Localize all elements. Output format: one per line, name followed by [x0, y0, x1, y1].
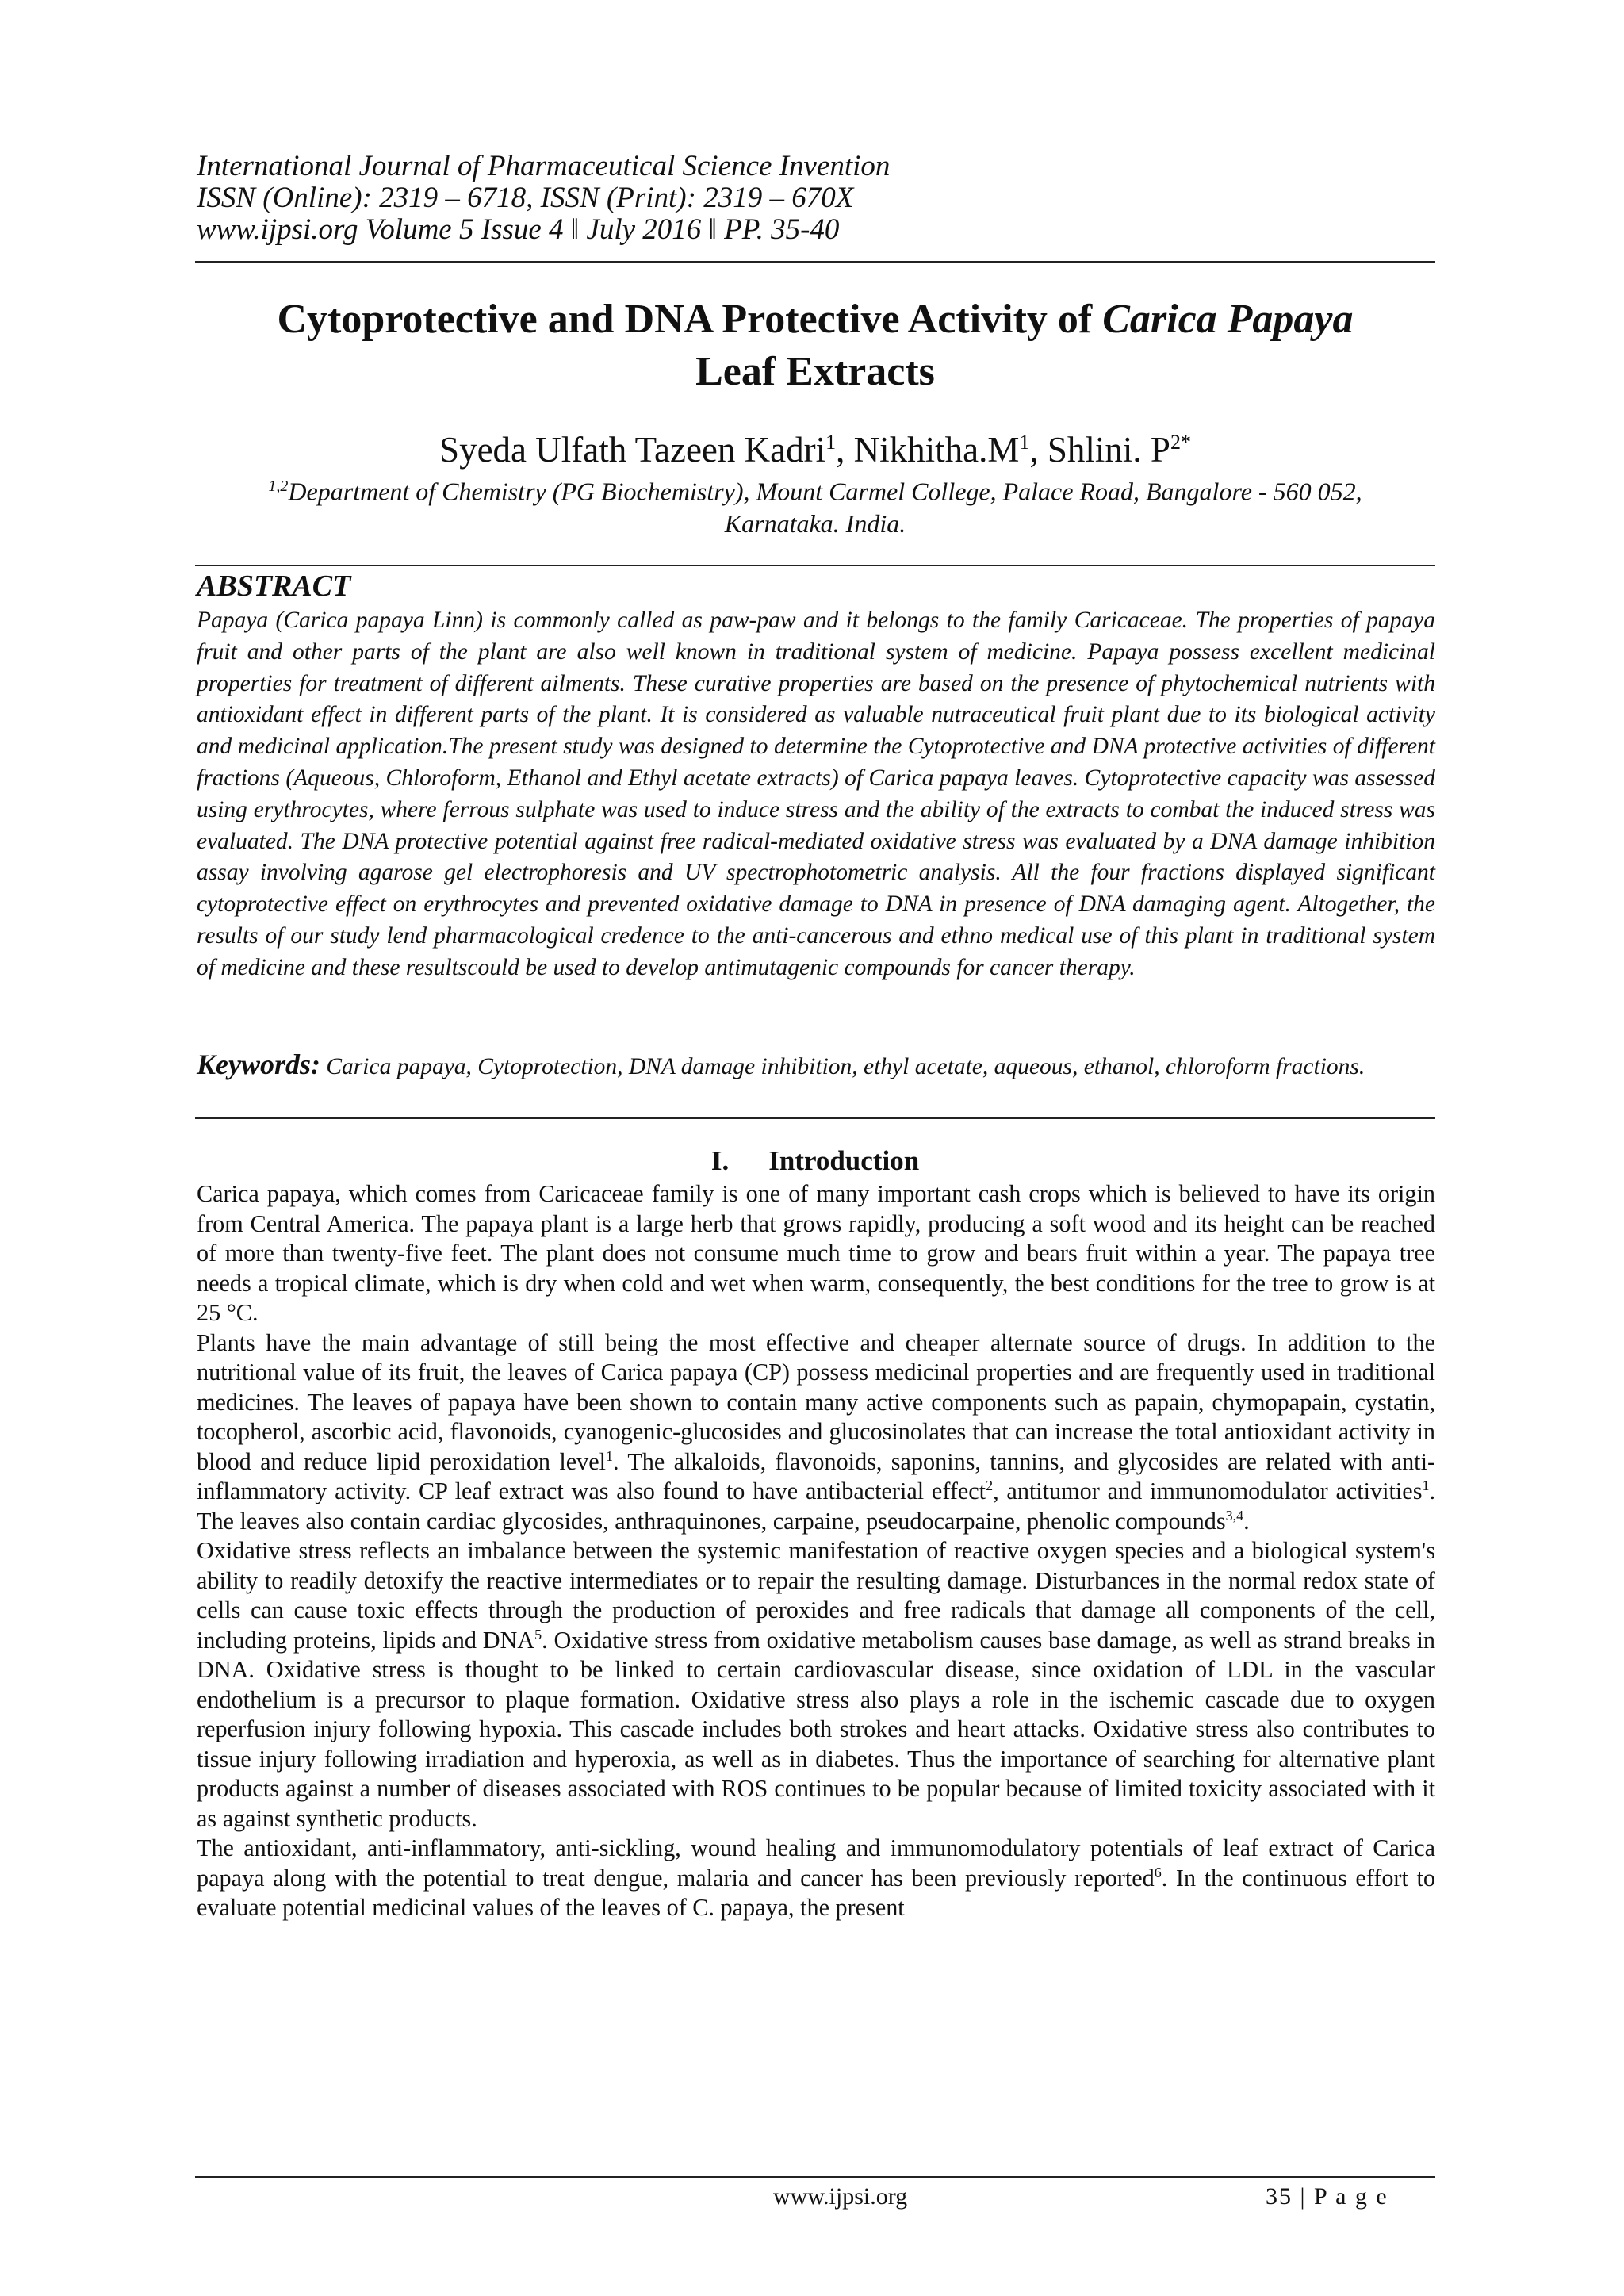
citation-marker: 1	[606, 1447, 614, 1464]
paragraph-text: Carica papaya, which comes from Caricaceae family is one of many important cash crops which is believed to have its origin from Central America. The papaya plant is a large herb that grows rapidly, producing a soft wood and its height can be reached of more than twenty-five feet. The plant does not consume much time to grow and bears fruit within a year. The papaya tree needs a tropical climate, which is dry when cold and wet when warm, consequently, the best conditions for the tree to grow is at 25 °C.	[197, 1180, 1435, 1326]
section-heading	[195, 1144, 1435, 1178]
abstract-top-rule	[195, 565, 1435, 566]
citation-marker: 2	[986, 1477, 994, 1493]
keywords	[197, 1049, 1435, 1083]
section-title: Introduction	[768, 1145, 920, 1176]
journal-name: International Journal of Pharmaceutical Science Invention	[197, 150, 891, 182]
title-part1: Cytoprotective and DNA Protective Activity of	[277, 297, 1103, 342]
paper-title	[195, 293, 1435, 398]
author-name: Syeda Ulfath Tazeen Kadri	[439, 430, 826, 470]
citation-marker: 1	[1422, 1477, 1430, 1493]
body-paragraph	[197, 1834, 1435, 1923]
footer-page-number: 35 | P a g e	[1266, 2183, 1388, 2210]
section-number: I.	[710, 1145, 730, 1176]
affiliation-line1: Department of Chemistry (PG Biochemistry), Mount Carmel College, Palace Road, Bangalore - 560 052,	[288, 477, 1362, 506]
citation-marker: 3,4	[1225, 1507, 1244, 1524]
paragraph-text: .	[1243, 1507, 1250, 1535]
paragraph-text: The antioxidant, anti-inflammatory, anti-sickling, wound healing and immunomodulatory potentials of leaf extract of Carica papaya along with the potential to treat dengue, malaria and cancer has been previously reported	[197, 1834, 1435, 1892]
affiliation	[195, 470, 1435, 539]
abstract-text: Papaya (Carica papaya Linn) is commonly called as paw-paw and it belongs to the family Caricaceae. The properties of papaya fruit and other parts of the plant are also well known in traditional system of medicine. Papaya possess excellent medicinal properties for treatment of different ailments. These curative properties are based on the presence of phytochemical nutrients with antioxidant effect in different parts of the plant. It is considered as valuable nutraceutical fruit plant due to its biological activity and medicinal application.The present study was designed to determine the Cytoprotective and DNA protective activities of different fractions (Aqueous, Chloroform, Ethanol and Ethyl acetate extracts) of Carica papaya leaves. Cytoprotective capacity was assessed using erythrocytes, where ferrous sulphate was used to induce stress and the ability of the extracts to combat the induced stress was evaluated. The DNA protective potential against free radical-mediated oxidative stress was evaluated by a DNA damage inhibition assay involving agarose gel electrophoresis and UV spectrophotometric analysis. All the four fractions displayed significant cytoprotective effect on erythrocytes and prevented oxidative damage to DNA in presence of DNA damaging agent. Altogether, the results of our study lend pharmacological credence to the anti-cancerous and ethno medical use of this plant in traditional system of medicine and these resultscould be used to develop antimutagenic compounds for cancer therapy.	[197, 608, 1435, 980]
author-affiliation-mark: 1	[1019, 431, 1030, 454]
author-affiliation-mark: 1	[825, 431, 837, 454]
author-list	[195, 420, 1435, 472]
abstract-bottom-rule	[195, 1117, 1435, 1119]
paragraph-text: , antitumor and immunomodulator activities	[993, 1478, 1423, 1504]
body-paragraph	[197, 1179, 1435, 1328]
citation-marker: 5	[534, 1626, 542, 1642]
author-affiliation-mark: 2*	[1170, 431, 1191, 454]
author-name: Nikhitha.M	[853, 430, 1020, 470]
footer-rule	[195, 2176, 1435, 2178]
abstract-heading: ABSTRACT	[197, 569, 351, 603]
citation-marker: 6	[1154, 1864, 1162, 1880]
introduction-body	[197, 1179, 1435, 1923]
body-paragraph	[197, 1328, 1435, 1537]
title-line2: Leaf Extracts	[695, 349, 935, 394]
keywords-text: Carica papaya, Cytoprotection, DNA damage inhibition, ethyl acetate, aqueous, ethanol, chloroform fractions.	[320, 1054, 1365, 1079]
body-paragraph	[197, 1536, 1435, 1834]
affiliation-mark: 1,2	[268, 477, 289, 495]
paragraph-text: . The leaves also contain cardiac glycosides, anthraquinones, carpaine, pseudocarpaine, phenolic compounds	[197, 1478, 1435, 1535]
header-rule	[195, 261, 1435, 263]
author-name: Shlini. P	[1047, 430, 1170, 470]
paragraph-text: Plants have the main advantage of still being the most effective and cheaper alternate source of drugs. In addition to the nutritional value of its fruit, the leaves of Carica papaya (CP) possess medicinal properties and are frequently used in traditional medicines. The leaves of papaya have been shown to contain many active components such as papain, chymopapain, cystatin, tocopherol, ascorbic acid, flavonoids, cyanogenic-glucosides and glucosinolates that can increase the total antioxidant activity in blood and reduce lipid peroxidation level	[197, 1328, 1435, 1475]
journal-volume: www.ijpsi.org Volume 5 Issue 4 ǁ July 2016 ǁ PP. 35-40	[197, 213, 840, 246]
paragraph-text: . Oxidative stress from oxidative metabolism causes base damage, as well as strand breaks in DNA. Oxidative stress is thought to be linked to certain cardiovascular disease, since oxidation of LDL in the vascular endothelium is a precursor to plaque formation. Oxidative stress also plays a role in the ischemic cascade due to oxygen reperfusion injury following hypoxia. This cascade includes both strokes and heart attacks. Oxidative stress also contributes to tissue injury following irradiation and hyperoxia, as well as in diabetes. Thus the importance of searching for alternative plant products against a number of diseases associated with ROS continues to be popular because of limited toxicity associated with it as against synthetic products.	[197, 1626, 1435, 1832]
paragraph-text: . In the continuous effort to evaluate potential medicinal values of the leaves of C. papaya, the present	[197, 1864, 1435, 1921]
journal-header	[197, 151, 1434, 246]
journal-issn: ISSN (Online): 2319 – 6718, ISSN (Print): 2319 – 670X	[197, 182, 854, 214]
author-separator: ,	[836, 430, 854, 470]
author-separator: ,	[1029, 430, 1048, 470]
affiliation-line2: Karnataka. India.	[724, 508, 906, 538]
title-species: Carica Papaya	[1102, 297, 1354, 342]
footer-url: www.ijpsi.org	[773, 2183, 908, 2210]
paragraph-text: . The alkaloids, flavonoids, saponins, tannins, and glycosides are related with anti-inflammatory activity. CP leaf extract was also found to have antibacterial effect	[197, 1447, 1436, 1504]
keywords-label: Keywords:	[197, 1048, 320, 1080]
paragraph-text: Oxidative stress reflects an imbalance between the systemic manifestation of reactive oxygen species and a biological system's ability to readily detoxify the reactive intermediates or to repair the resulting damage. Disturbances in the normal redox state of cells can cause toxic effects through the production of peroxides and free radicals that damage all components of the cell, including proteins, lipids and DNA	[197, 1537, 1435, 1654]
